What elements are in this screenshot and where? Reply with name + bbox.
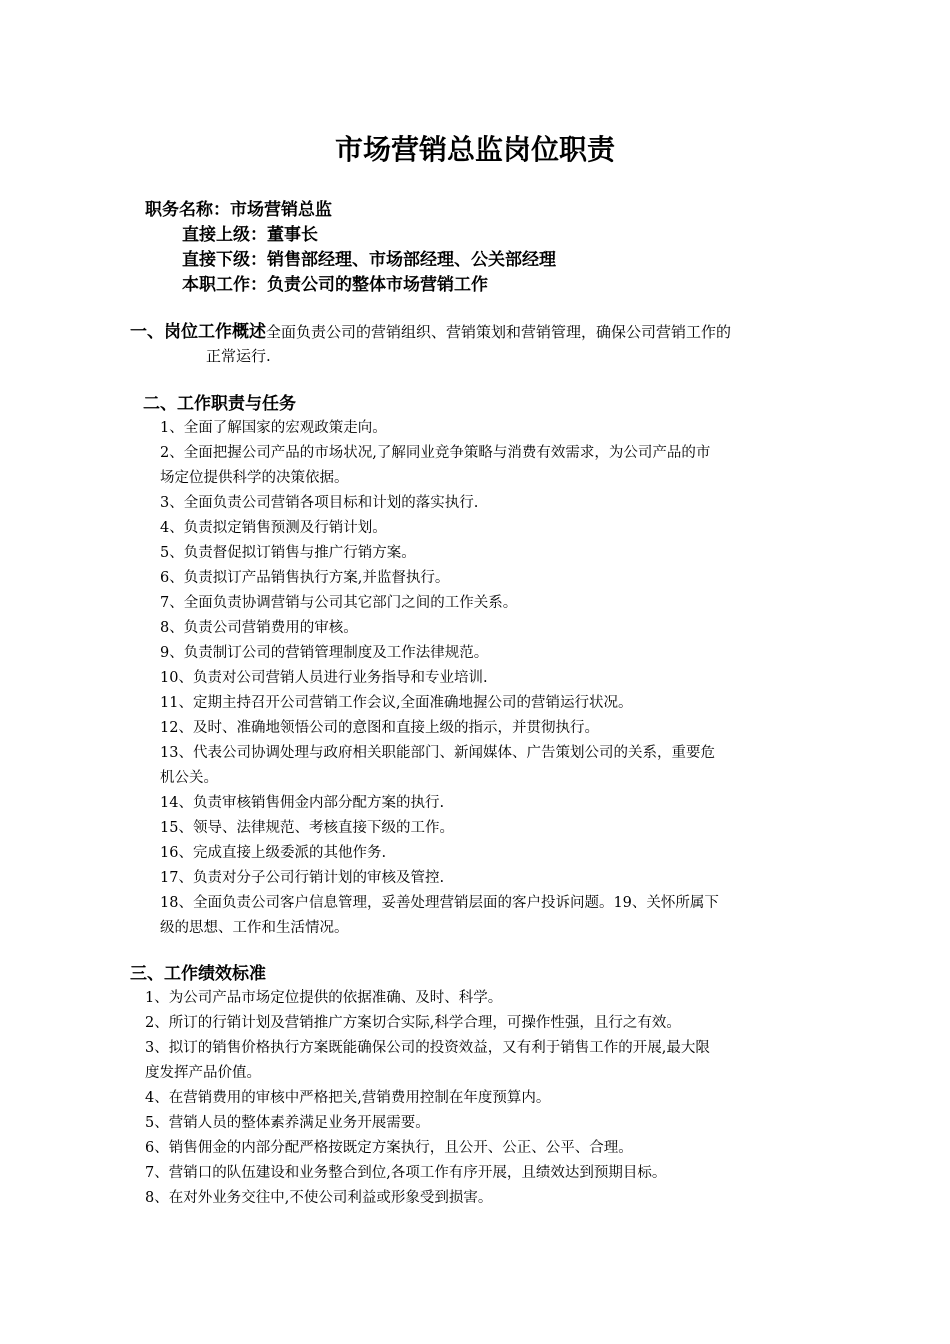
duty-item: 4、负责拟定销售预测及行销计划。 xyxy=(160,520,387,536)
duty-item: 3、全面负责公司营销各项目标和计划的落实执行. xyxy=(160,495,479,511)
document-title: 市场营销总监岗位职责 xyxy=(334,133,615,166)
duty-item: 2、全面把握公司产品的市场状况,了解同业竞争策略与消费有效需求，为公司产品的市 xyxy=(160,445,711,461)
duty-item: 5、负责督促拟订销售与推广行销方案。 xyxy=(160,545,416,561)
standard-item: 2、所订的行销计划及营销推广方案切合实际,科学合理，可操作性强，且行之有效。 xyxy=(145,1015,681,1031)
duty-item: 8、负责公司营销费用的审核。 xyxy=(160,620,358,636)
standards-list xyxy=(145,986,710,1211)
duty-item: 11、定期主持召开公司营销工作会议,全面准确地握公司的营销运行状况。 xyxy=(160,695,633,711)
job-name-line: 职务名称：市场营销总监 xyxy=(145,200,332,220)
section-overview-text: 全面负责公司的营销组织、营销策划和营销管理，确保公司营销工作的 xyxy=(266,323,732,341)
standard-item: 6、销售佣金的内部分配严格按既定方案执行，且公开、公正、公平、合理。 xyxy=(145,1140,633,1156)
duty-item: 12、及时、准确地领悟公司的意图和直接上级的指示，并贯彻执行。 xyxy=(160,720,599,736)
duty-item: 16、完成直接上级委派的其他作务. xyxy=(160,845,387,861)
duty-item: 18、全面负责公司客户信息管理，妥善处理营销层面的客户投诉问题。19、关怀所属下 xyxy=(160,895,719,911)
standard-item: 1、为公司产品市场定位提供的依据准确、及时、科学。 xyxy=(145,990,503,1006)
section-overview xyxy=(130,320,810,368)
duty-item: 9、负责制订公司的营销管理制度及工作法律规范。 xyxy=(160,645,489,661)
section-overview-text-continued: 正常运行. xyxy=(206,347,271,365)
duty-line: 本职工作：负责公司的整体市场营销工作 xyxy=(182,275,488,295)
superior-line: 直接上级：董事长 xyxy=(182,225,318,245)
duty-item: 14、负责审核销售佣金内部分配方案的执行. xyxy=(160,795,445,811)
duties-list xyxy=(160,416,719,941)
standard-item: 7、营销口的队伍建设和业务整合到位,各项工作有序开展，且绩效达到预期目标。 xyxy=(145,1165,667,1181)
section-overview-heading: 一、岗位工作概述 xyxy=(130,322,266,342)
duty-item: 场定位提供科学的决策依据。 xyxy=(160,470,349,486)
duty-item: 6、负责拟订产品销售执行方案,并监督执行。 xyxy=(160,570,450,586)
duty-item: 15、领导、法律规范、考核直接下级的工作。 xyxy=(160,820,454,836)
duty-item: 1、全面了解国家的宏观政策走向。 xyxy=(160,420,387,436)
standard-item: 5、营销人员的整体素养满足业务开展需要。 xyxy=(145,1115,430,1131)
standard-item: 度发挥产品价值。 xyxy=(145,1065,261,1081)
duty-item: 级的思想、工作和生活情况。 xyxy=(160,920,349,936)
duty-item: 机公关。 xyxy=(160,770,218,786)
subordinates-line: 直接下级：销售部经理、市场部经理、公关部经理 xyxy=(182,250,556,270)
section-duties-heading: 二、工作职责与任务 xyxy=(143,394,296,414)
standard-item: 3、拟订的销售价格执行方案既能确保公司的投资效益，又有利于销售工作的开展,最大限 xyxy=(145,1040,710,1056)
duty-item: 17、负责对分子公司行销计划的审核及管控. xyxy=(160,870,445,886)
standard-item: 4、在营销费用的审核中严格把关,营销费用控制在年度预算内。 xyxy=(145,1090,551,1106)
section-standards-heading: 三、工作绩效标准 xyxy=(130,964,266,984)
duty-item: 13、代表公司协调处理与政府相关职能部门、新闻媒体、广告策划公司的关系，重要危 xyxy=(160,745,715,761)
duty-item: 10、负责对公司营销人员进行业务指导和专业培训. xyxy=(160,670,488,686)
standard-item: 8、在对外业务交往中,不使公司利益或形象受到损害。 xyxy=(145,1190,493,1206)
duty-item: 7、全面负责协调营销与公司其它部门之间的工作关系。 xyxy=(160,595,518,611)
